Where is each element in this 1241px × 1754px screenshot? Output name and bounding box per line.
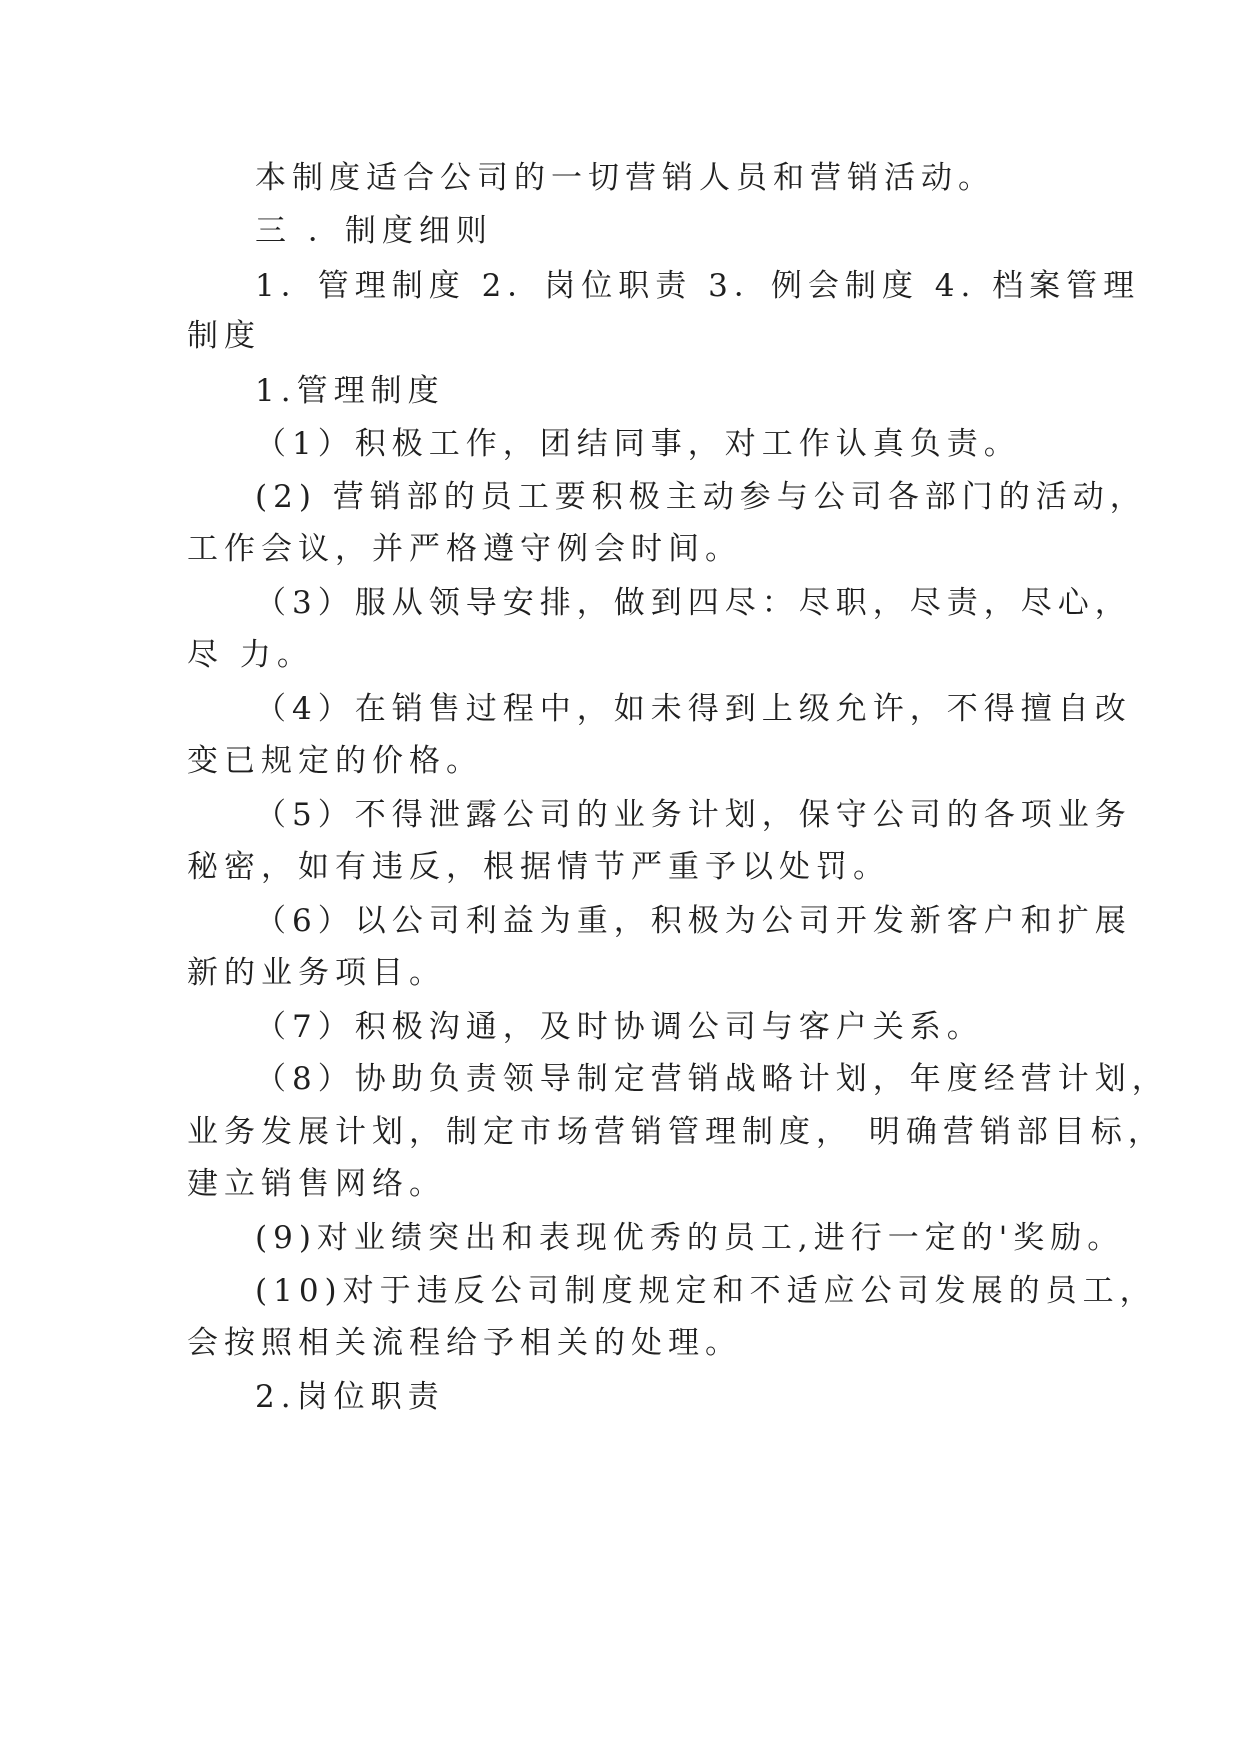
rule-item-2: (2) 营销部的员工要积极主动参与公司各部门的活动， [255,479,1147,515]
section-heading-rules: 三 ．制度细则 [255,213,493,249]
table-of-contents-line: 1．管理制度 2．岗位职责 3．例会制度 4. 档案管理 [255,268,1141,304]
rule-item-6-continuation: 新的业务项目。 [187,955,446,991]
rule-item-4: （4）在销售过程中，如未得到上级允许，不得擅自改 [255,691,1132,727]
rule-item-8-continuation-2: 建立销售网络。 [187,1166,446,1202]
rule-item-5: （5）不得泄露公司的业务计划，保守公司的各项业务 [255,797,1132,833]
rule-item-4-continuation: 变已规定的价格。 [187,743,483,779]
subsection-heading-management: 1.管理制度 [255,373,445,409]
rule-item-9: (9)对业绩突出和表现优秀的员工,进行一定的'奖励。 [255,1220,1125,1256]
rule-item-1: （1）积极工作，团结同事，对工作认真负责。 [255,426,1021,462]
rule-item-10-continuation: 会按照相关流程给予相关的处理。 [187,1325,742,1361]
rule-item-6: （6）以公司利益为重，积极为公司开发新客户和扩展 [255,903,1132,939]
rule-item-5-continuation: 秘密，如有违反，根据情节严重予以处罚。 [187,849,890,885]
rule-item-8-continuation-1: 业务发展计划，制定市场营销管理制度， 明确营销部目标， [187,1114,1165,1150]
rule-item-7: （7）积极沟通，及时协调公司与客户关系。 [255,1009,984,1045]
rule-item-3: （3）服从领导安排，做到四尽：尽职，尽责，尽心， [255,585,1132,621]
subsection-heading-duties: 2.岗位职责 [255,1379,445,1415]
paragraph-scope: 本制度适合公司的一切营销人员和营销活动。 [255,160,995,196]
rule-item-3-continuation: 尽 力。 [187,637,314,673]
rule-item-10: (10)对于违反公司制度规定和不适应公司发展的员工， [255,1273,1157,1309]
rule-item-2-continuation: 工作会议，并严格遵守例会时间。 [187,531,742,567]
rule-item-8: （8）协助负责领导制定营销战略计划，年度经营计划， [255,1061,1169,1097]
table-of-contents-continuation: 制度 [187,318,261,354]
